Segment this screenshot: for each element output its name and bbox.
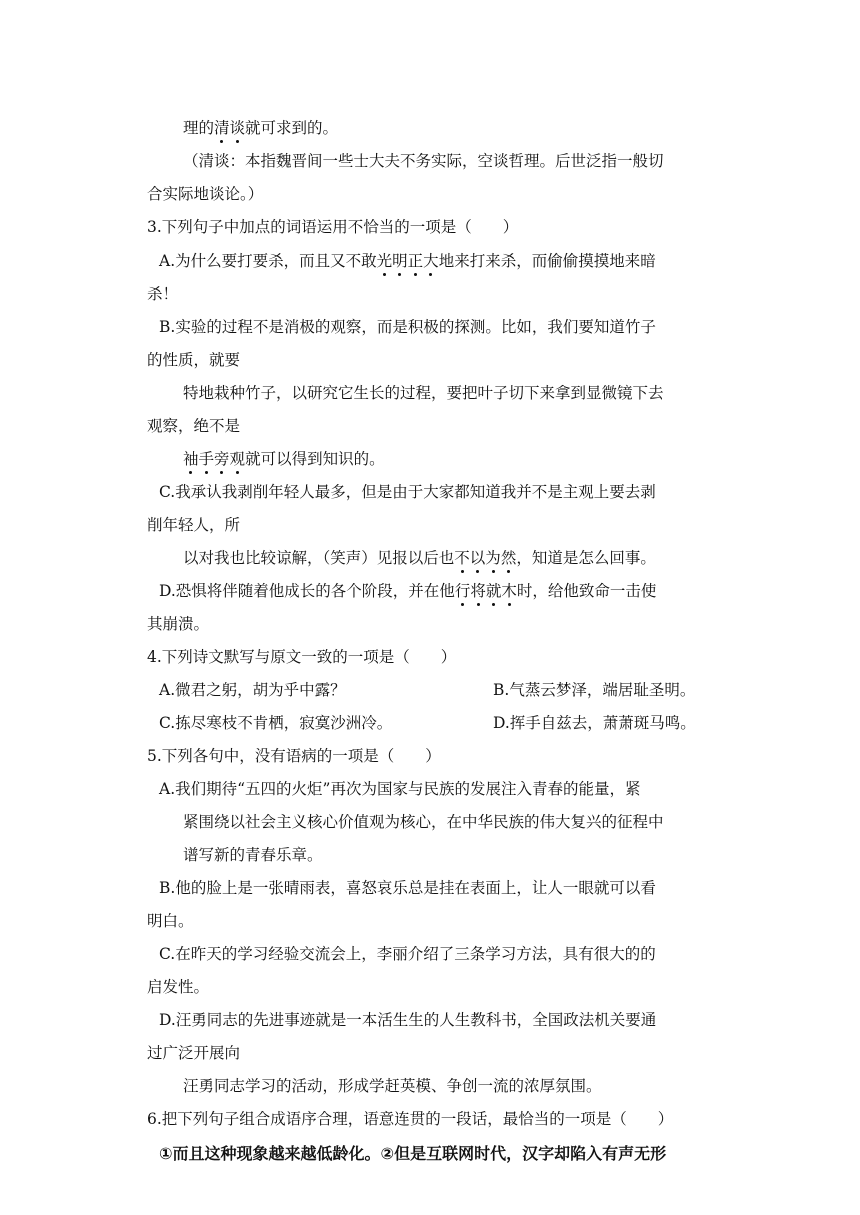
- emphasis-char: 谈: [229, 119, 246, 137]
- text-line: 启发性。: [147, 978, 210, 996]
- text-line: 特地栽种竹子，以研究它生长的过程，要把叶子切下来拿到显微镜下去: [183, 384, 664, 402]
- text-line: 观察，绝不是: [147, 417, 241, 435]
- emphasis-char: 袖: [183, 450, 199, 468]
- q3-option-a: A.为什么要打要杀，而且又不敢光明正大地来打来杀，而偷偷摸摸地来暗: [159, 252, 656, 270]
- text-line: 的性质，就要: [147, 351, 241, 369]
- text-line: 过广泛开展向: [147, 1044, 241, 1062]
- emphasized-term: [377, 252, 439, 270]
- q5-option-c: C.在昨天的学习经验交流会上，李丽介绍了三条学习方法，具有很大的的: [159, 945, 656, 963]
- emphasis-char: 手: [198, 450, 215, 468]
- text-line: 汪勇同志学习的活动，形成学赶英模、争创一流的浓厚氛围。: [183, 1077, 602, 1095]
- text-line: 袖手旁观就可以得到知识的。: [183, 450, 385, 468]
- q3-option-b: B.实验的过程不是消极的观察，而是积极的探测。比如，我们要知道竹子: [159, 318, 656, 336]
- text-line: 以对我也比较谅解，（笑声）见报以后也不以为然，知道是怎么回事。: [183, 549, 656, 567]
- emphasized-term: [214, 119, 245, 137]
- text-line: 谱写新的青春乐章。: [183, 846, 323, 864]
- q4-option-c: C.拣尽寒枝不肯栖，寂寞沙洲冷。: [159, 714, 393, 732]
- emphasis-char: 正: [407, 252, 424, 270]
- emphasis-char: 大: [423, 252, 439, 270]
- q5-option-a: A.我们期待“五四的火炬”再次为国家与民族的发展注入青春的能量，紧: [159, 780, 641, 798]
- emphasis-char: 然: [500, 549, 517, 567]
- q3-option-d: D.恐惧将伴随着他成长的各个阶段，并在他行将就木时，给他致命一击使: [159, 582, 657, 600]
- text-line: 其崩溃。: [147, 615, 210, 633]
- emphasis-char: 就: [485, 582, 502, 600]
- q4-option-b: B.气蒸云梦泽，端居耻圣明。: [493, 681, 696, 699]
- q3-option-c: C.我承认我剥削年轻人最多，但是由于大家都知道我并不是主观上要去剥: [159, 483, 656, 501]
- emphasis-char: 木: [501, 582, 517, 600]
- q5-option-d: D.汪勇同志的先进事迹就是一本活生生的人生教科书，全国政法机关要通: [159, 1011, 657, 1029]
- text-line: 合实际地谈论。）: [147, 185, 264, 203]
- emphasis-char: 为: [485, 549, 501, 567]
- emphasis-char: 光: [376, 252, 393, 270]
- emphasis-char: 将: [470, 582, 486, 600]
- emphasis-char: 以: [469, 549, 486, 567]
- emphasis-char: 观: [229, 450, 246, 468]
- text-line: 理的清谈就可求到的。: [183, 119, 339, 137]
- emphasis-char: 清: [214, 119, 230, 137]
- emphasized-term: [455, 582, 517, 600]
- emphasis-char: 不: [454, 549, 470, 567]
- question-5-stem: 5.下列各句中，没有语病的一项是（ ）: [147, 747, 441, 765]
- q5-option-b: B.他的脸上是一张晴雨表，喜怒哀乐总是挂在表面上，让人一眼就可以看: [159, 879, 656, 897]
- text-line: 杀！: [147, 285, 179, 303]
- q4-option-a: A.微君之躬，胡为乎中露？: [159, 681, 346, 699]
- q4-option-d: D.挥手自兹去，萧萧斑马鸣。: [493, 714, 696, 732]
- text-line: 明白。: [147, 912, 194, 930]
- question-3-stem: 3.下列句子中加点的词语运用不恰当的一项是（ ）: [147, 218, 519, 236]
- question-6-stem: 6.把下列句子组合成语序合理，语意连贯的一段话，最恰当的一项是（ ）: [147, 1110, 674, 1128]
- text-line: （清谈：本指魏晋间一些士大夫不务实际，空谈哲理。后世泛指一般切: [183, 152, 664, 170]
- q6-sentence-line: ①而且这种现象越来越低龄化。②但是互联网时代，汉字却陷入有声无形: [159, 1144, 667, 1163]
- text-line: 削年轻人，所: [147, 516, 241, 534]
- emphasis-char: 行: [454, 582, 471, 600]
- emphasis-char: 旁: [214, 450, 230, 468]
- question-4-stem: 4.下列诗文默写与原文一致的一项是（ ）: [147, 648, 457, 666]
- emphasized-term: [183, 450, 245, 468]
- emphasized-term: [454, 549, 516, 567]
- emphasis-char: 明: [392, 252, 408, 270]
- text-line: 紧围绕以社会主义核心价值观为核心，在中华民族的伟大复兴的征程中: [183, 813, 664, 831]
